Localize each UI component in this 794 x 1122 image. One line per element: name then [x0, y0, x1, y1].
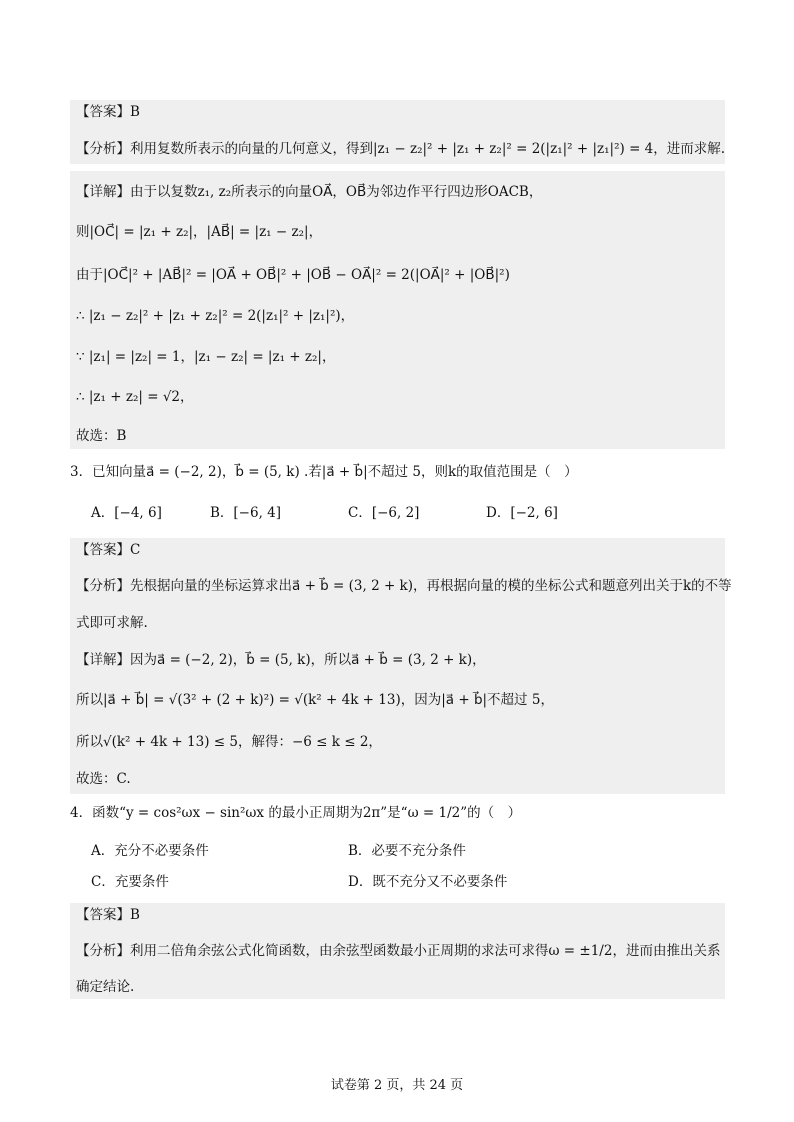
- q3-analysis: 【分析】先根据向量的坐标运算求出a⃗ + b⃗ = (3, 2 + k)，再根据向量的模的坐标公式和题意列出关于k的不等: [76, 578, 732, 594]
- q3-detail-line: 【详解】因为a⃗ = (−2, 2)，b⃗ = (5, k)，所以a⃗ + b⃗ = (3, 2 + k)，: [76, 652, 486, 668]
- q3-option-d: D．[−2, 6]: [486, 505, 558, 521]
- q4-option-c: C．充要条件: [91, 874, 169, 890]
- q3-option-a: A．[−4, 6]: [91, 505, 162, 521]
- q2-analysis: 【分析】利用复数所表示的向量的几何意义，得到|z₁ − z₂|² + |z₁ + z₂|² = 2(|z₁|² + |z₁|²) = 4，进而求解.: [76, 141, 726, 157]
- q2-answer: 【答案】B: [76, 104, 140, 120]
- q3-detail-line: 所以|a⃗ + b⃗| = √(3² + (2 + k)²) = √(k² + 4k + 13)，因为|a⃗ + b⃗|不超过 5，: [76, 692, 554, 708]
- q3-option-c: C．[−6, 2]: [348, 505, 420, 521]
- q4-answer: 【答案】B: [76, 907, 140, 923]
- q4-stem: 4．函数“y = cos²ωx − sin²ωx 的最小正周期为2π”是“ω = 1/2”的（ ）: [70, 805, 522, 821]
- q3-stem: 3．已知向量a⃗ = (−2, 2)，b⃗ = (5, k) .若|a⃗ + b⃗|不超过 5，则k的取值范围是（ ）: [70, 464, 578, 480]
- q3-option-b: B．[−6, 4]: [210, 505, 282, 521]
- q3-detail-line: 故选：C.: [76, 771, 131, 787]
- q2-detail-line: ∴ |z₁ + z₂| = √2，: [76, 389, 194, 405]
- q4-option-b: B．必要不充分条件: [348, 843, 466, 859]
- q4-analysis-cont: 确定结论.: [76, 979, 135, 995]
- page-footer: 试卷第 2 页，共 24 页: [330, 1078, 464, 1093]
- q4-analysis: 【分析】利用二倍角余弦公式化简函数，由余弦型函数最小正周期的求法可求得ω = ±1/2，进而由推出关系: [76, 943, 721, 959]
- q4-option-d: D．既不充分又不必要条件: [348, 874, 508, 890]
- q2-detail-line: 则|OC⃗| = |z₁ + z₂|，|AB⃗| = |z₁ − z₂|，: [76, 224, 323, 240]
- q2-detail-line: ∵ |z₁| = |z₂| = 1，|z₁ − z₂| = |z₁ + z₂|，: [76, 349, 336, 365]
- q2-detail-line: ∴ |z₁ − z₂|² + |z₁ + z₂|² = 2(|z₁|² + |z₁|²)，: [76, 308, 355, 324]
- q4-option-a: A．充分不必要条件: [91, 843, 209, 859]
- q2-detail-line: 【详解】由于以复数z₁, z₂所表示的向量OA⃗，OB⃗为邻边作平行四边形OACB，: [76, 184, 543, 200]
- q3-analysis-cont: 式即可求解.: [76, 615, 148, 631]
- q2-detail-line: 由于|OC⃗|² + |AB⃗|² = |OA⃗ + OB⃗|² + |OB⃗ − OA⃗|² = 2(|OA⃗|² + |OB⃗|²): [76, 267, 510, 283]
- q2-detail-line: 故选：B: [76, 428, 127, 444]
- q3-answer: 【答案】C: [76, 542, 141, 558]
- q3-detail-line: 所以√(k² + 4k + 13) ≤ 5，解得：−6 ≤ k ≤ 2，: [76, 734, 382, 750]
